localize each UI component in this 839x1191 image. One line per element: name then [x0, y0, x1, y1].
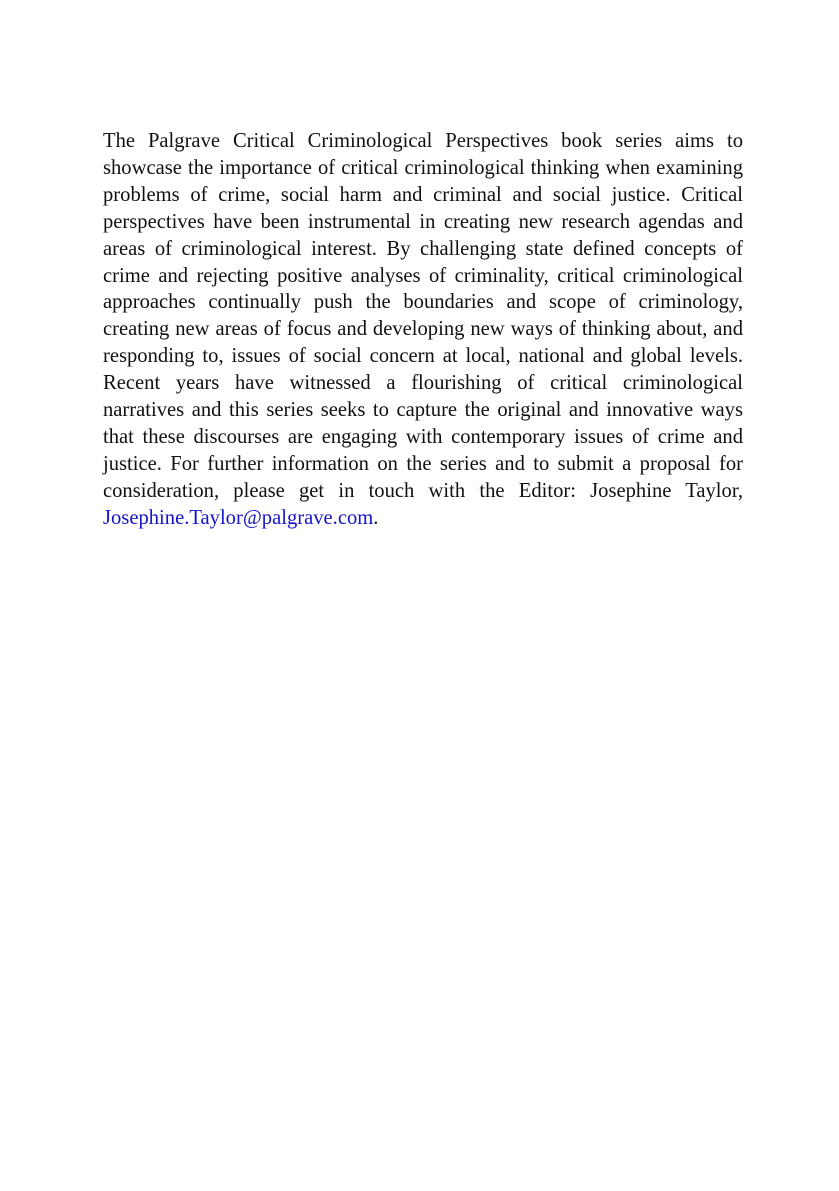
editor-email-link[interactable]: Josephine.Taylor@palgrave.com [103, 506, 374, 529]
series-description-paragraph [103, 128, 743, 532]
series-description-text: The Palgrave Critical Criminological Perspectives book series aims to showcase the importance of critical criminological thinking when examining problems of crime, social harm and criminal and social justice. Critical perspectives have been instrumental in creating new research agendas and areas of criminological interest. By challenging state defined concepts of crime and rejecting positive analyses of criminality, critical criminological approaches continually push the boundaries and scope of criminology, creating new areas of focus and developing new ways of thinking about, and responding to, issues of social concern at local, national and global levels. Recent years have witnessed a flourishing of critical criminological narratives and this series seeks to capture the original and innovative ways that these discourses are engaging with contemporary issues of crime and justice. For further information on the series and to submit a proposal for consideration, please get in touch with the Editor: Josephine Taylor, [103, 130, 743, 502]
closing-period: . [373, 506, 379, 529]
